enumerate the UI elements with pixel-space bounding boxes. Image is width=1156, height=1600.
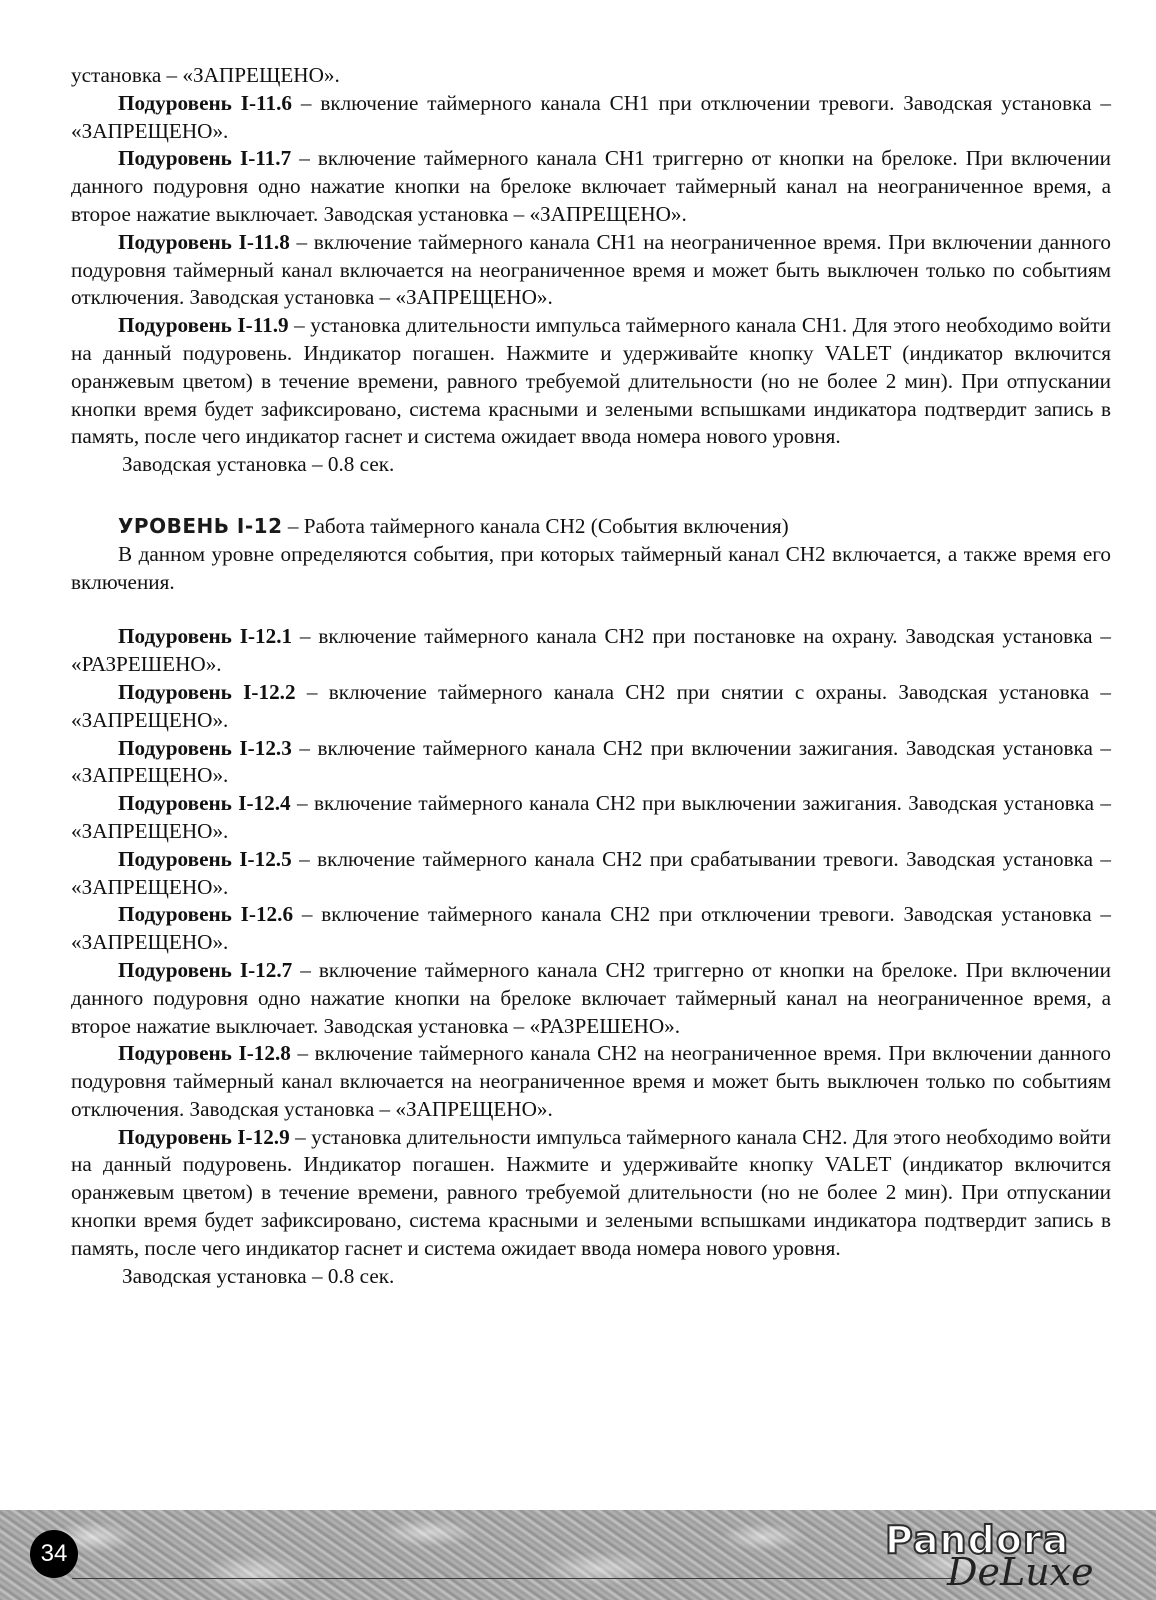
sublevel-text: – включение таймерного канала СН1 при отключении тревоги. Заводская установка – «ЗАПРЕЩЕНО».: [71, 90, 1111, 143]
page-footer: [0, 1510, 1156, 1600]
sublevel-text: – включение таймерного канала СН2 при включении зажигания. Заводская установка – «ЗАПРЕЩЕНО».: [71, 735, 1112, 788]
paragraph-sublevel-12-5: [71, 846, 1111, 902]
footer-divider: [72, 1578, 956, 1579]
level-12-intro: В данном уровне определяются события, при которых таймерный канал СН2 включается, а также время его включения.: [71, 541, 1111, 594]
sublevel-label: Подуровень I-12.2: [118, 679, 296, 704]
sublevel-label: Подуровень I-12.9: [118, 1124, 290, 1149]
factory-setting-note: Заводская установка – 0.8 сек.: [122, 452, 395, 477]
sublevel-label: Подуровень I-12.8: [118, 1041, 291, 1066]
sublevel-label: Подуровень I-11.9: [118, 313, 289, 338]
sublevel-text: – установка длительности импульса таймерного канала СН2. Для этого необходимо войти на данный подуровень. Индикатор погашен. Нажмите и удерживайте кнопку VALET (индикатор включится оранжевым цветом) в течение времени, равного требуемой длительности (но не более 2 мин). При отпускании кнопки время будет зафиксировано, система красными и зелеными вспышками индикатора подтвердит запись в память, после чего индикатор гаснет и система ожидает ввода номера нового уровня.: [71, 1124, 1111, 1260]
paragraph-sublevel-12-8: [71, 1040, 1111, 1123]
paragraph-sublevel-12-4: [71, 790, 1111, 846]
sublevel-label: Подуровень I-12.5: [118, 846, 292, 871]
level-title: УРОВЕНЬ I-12: [118, 513, 283, 538]
sublevel-text: – включение таймерного канала СН2 триггерно от кнопки на брелоке. При включении данного подуровня одно нажатие кнопки на брелоке включает таймерный канал на неограниченное время, а второе нажатие выключает. Заводская установка – «РАЗРЕШЕНО».: [71, 957, 1111, 1038]
spacer: [71, 596, 1111, 623]
sublevel-text: – включение таймерного канала СН2 при отключении тревоги. Заводская установка – «ЗАПРЕЩЕНО».: [71, 902, 1111, 955]
paragraph-sublevel-11-9: [71, 312, 1111, 451]
paragraph-sublevel-12-3: [71, 735, 1111, 791]
logo-wordmark-pandora: Pandora: [885, 1518, 1070, 1562]
sublevel-text: – включение таймерного канала СН2 при срабатывании тревоги. Заводская установка – «ЗАПРЕЩЕНО».: [71, 846, 1111, 899]
sublevel-text: – включение таймерного канала СН2 при постановке на охрану. Заводская установка – «РАЗРЕШЕНО».: [71, 624, 1111, 677]
paragraph-continuation: установка – «ЗАПРЕЩЕНО».: [71, 63, 340, 87]
sublevel-text: – установка длительности импульса таймерного канала СН1. Для этого необходимо войти на данный подуровень. Индикатор погашен. Нажмите и удерживайте кнопку VALET (индикатор включится оранжевым цветом) в течение времени, равного требуемой длительности (но не более 2 мин). При отпускании кнопки время будет зафиксировано, система красными и зелеными вспышками индикатора подтвердит запись в память, после чего индикатор гаснет и система ожидает ввода номера нового уровня.: [71, 313, 1112, 449]
paragraph-sublevel-12-7: [71, 957, 1111, 1040]
sublevel-label: Подуровень I-11.8: [118, 229, 290, 254]
sublevel-label: Подуровень I-12.3: [118, 735, 292, 760]
paragraph-sublevel-12-6: [71, 901, 1111, 957]
document-body: [71, 62, 1111, 1290]
page-number: 34: [30, 1530, 78, 1578]
sublevel-label: Подуровень I-11.7: [118, 146, 292, 171]
sublevel-text: – включение таймерного канала СН1 на неограниченное время. При включении данного подуровня таймерный канал включается на неограниченное время и может быть выключен только по событиям отключения. Заводская установка – «ЗАПРЕЩЕНО».: [71, 229, 1112, 310]
sublevel-text: – включение таймерного канала СН2 при выключении зажигания. Заводская установка – «ЗАПРЕЩЕНО».: [71, 791, 1112, 843]
level-12-heading: [71, 513, 1111, 541]
paragraph-sublevel-12-9: [71, 1124, 1111, 1263]
paragraph-sublevel-11-7: [71, 145, 1111, 228]
sublevel-label: Подуровень I-12.7: [118, 957, 293, 982]
spacer: [71, 479, 1111, 513]
sublevel-label: Подуровень I-12.1: [118, 624, 293, 649]
sublevel-text: – включение таймерного канала СН2 на неограниченное время. При включении данного подуровня таймерный канал включается на неограниченное время и может быть выключен только по событиям отключения. Заводская установка – «ЗАПРЕЩЕНО».: [71, 1041, 1111, 1121]
sublevel-text: – включение таймерного канала СН2 при снятии с охраны. Заводская установка – «ЗАПРЕЩЕНО».: [71, 679, 1111, 732]
paragraph-sublevel-12-1: [71, 623, 1111, 679]
sublevel-text: – включение таймерного канала СН1 триггерно от кнопки на брелоке. При включении данного подуровня одно нажатие кнопки на брелоке включает таймерный канал на неограниченное время, а второе нажатие выключает. Заводская установка – «ЗАПРЕЩЕНО».: [71, 146, 1111, 226]
paragraph-sublevel-12-2: [71, 679, 1111, 735]
level-title-text: – Работа таймерного канала СН2 (События включения): [282, 513, 789, 538]
sublevel-label: Подуровень I-11.6: [118, 90, 292, 115]
sublevel-label: Подуровень I-12.4: [118, 791, 291, 816]
logo-wordmark-deluxe: DeLuxe: [947, 1550, 1094, 1594]
brand-logo: [875, 1518, 1105, 1596]
paragraph-sublevel-11-8: [71, 229, 1111, 312]
factory-setting-note: Заводская установка – 0.8 сек.: [122, 1263, 395, 1288]
paragraph-sublevel-11-6: [71, 90, 1111, 146]
sublevel-label: Подуровень I-12.6: [118, 902, 294, 927]
